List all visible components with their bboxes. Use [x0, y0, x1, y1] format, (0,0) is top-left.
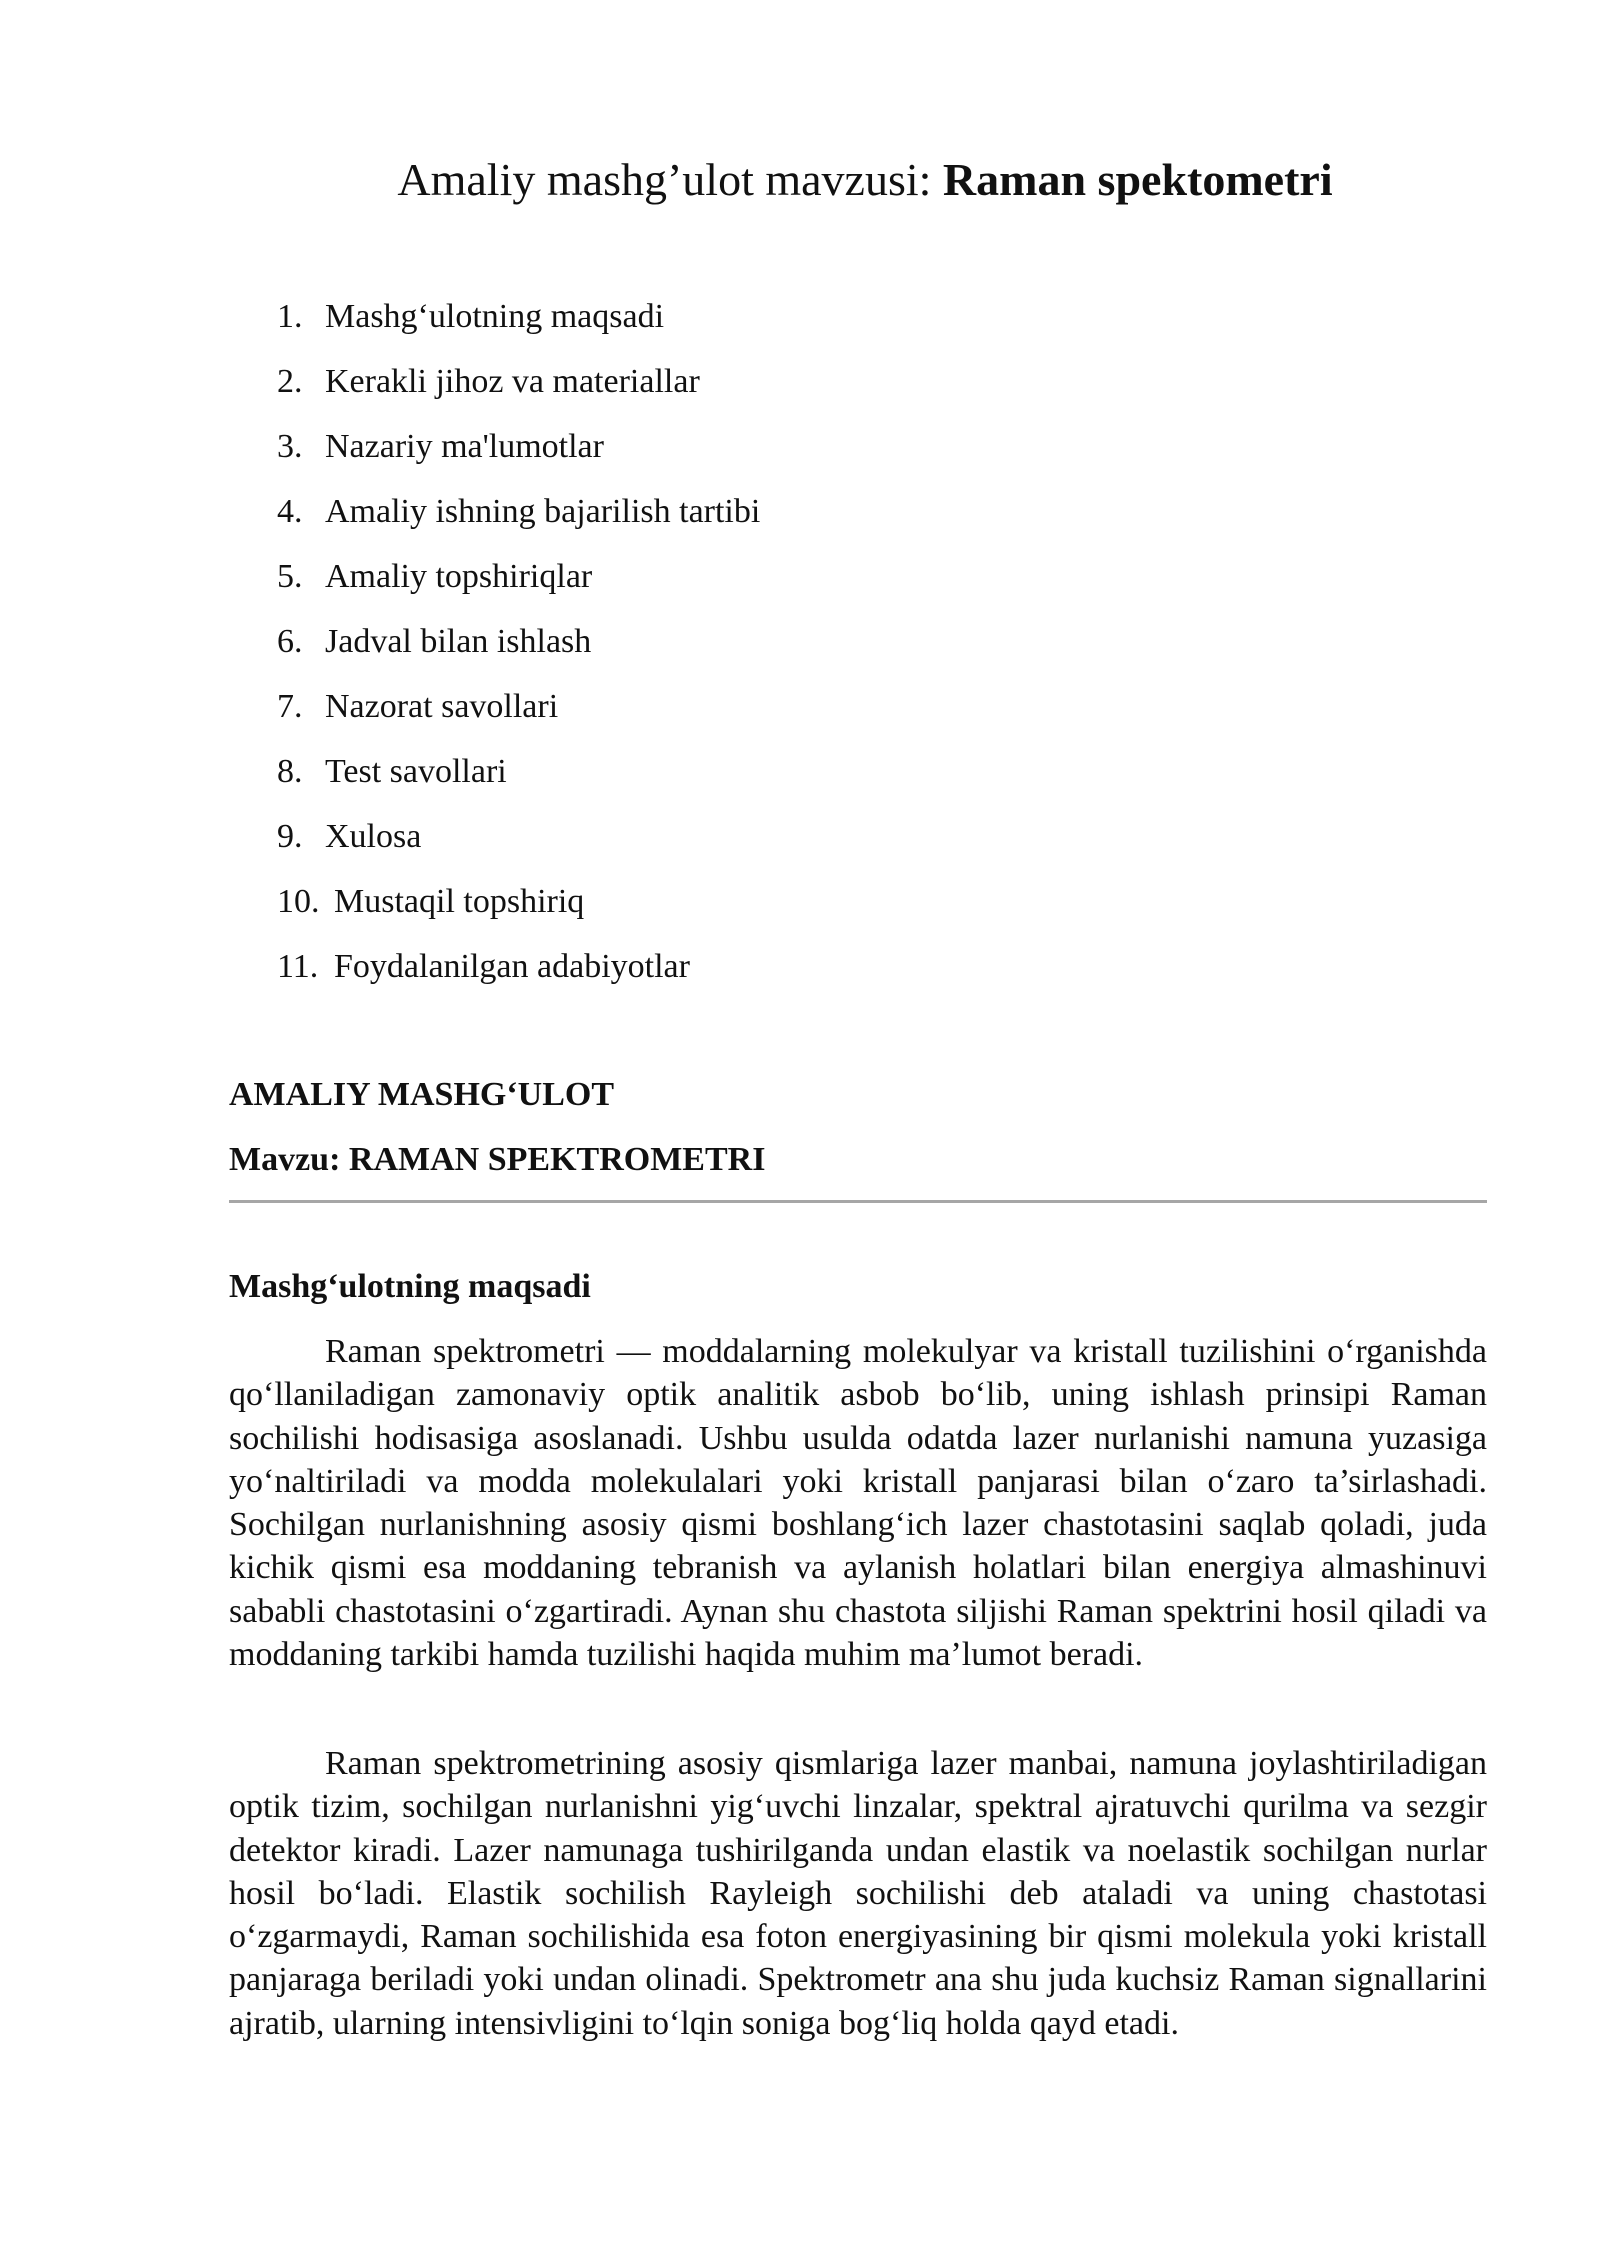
toc-item-text: Amaliy topshiriqlar — [325, 558, 593, 595]
toc-item-text: Jadval bilan ishlash — [325, 623, 592, 660]
toc-item-number: 7. — [277, 688, 303, 725]
toc-item-text: Nazorat savollari — [325, 688, 559, 725]
document-title — [0, 150, 1600, 210]
toc-item-number: 6. — [277, 623, 303, 660]
table-of-contents — [277, 287, 760, 1002]
toc-item-text: Amaliy ishning bajarilish tartibi — [325, 493, 761, 530]
toc-item-number: 1. — [277, 298, 303, 335]
toc-item — [277, 807, 760, 872]
document-title-topic: Raman spektometri — [942, 154, 1333, 205]
toc-item — [277, 872, 760, 937]
toc-item — [277, 287, 760, 352]
toc-item-number: 4. — [277, 493, 303, 530]
body-paragraph: Raman spektrometri — moddalarning molekulyar va kristall tuzilishini o‘rganishda qo‘llaniladigan zamonaviy optik analitik asbob bo‘lib, uning ishlash prinsipi Raman sochilishi hodisasiga asoslanadi. Ushbu usulda odatda lazer nurlanishi namuna yuzasiga yo‘naltiriladi va modda molekulalari yoki kristall panjarasi bilan o‘zaro ta’sirlashadi. Sochilgan nurlanishning asosiy qismi boshlang‘ich lazer chastotasini saqlab qoladi, juda kichik qismi esa moddaning tebranish va aylanish holatlari bilan energiya almashinuvi sababli chastotasini o‘zgartiradi. Aynan shu chastota siljishi Raman spektrini hosil qiladi va moddaning tarkibi hamda tuzilishi haqida muhim ma’lumot beradi. — [229, 1333, 1487, 1674]
toc-item-text: Foydalanilgan adabiyotlar — [334, 948, 690, 985]
toc-item-number: 9. — [277, 818, 303, 855]
toc-item — [277, 417, 760, 482]
toc-item — [277, 742, 760, 807]
toc-item-text: Mustaqil topshiriq — [334, 883, 585, 920]
toc-item-number: 2. — [277, 363, 303, 400]
toc-item-text: Xulosa — [325, 818, 422, 855]
toc-item — [277, 677, 760, 742]
toc-item-text: Nazariy ma'lumotlar — [325, 428, 604, 465]
toc-item-text: Mashg‘ulotning maqsadi — [325, 298, 665, 335]
section-label: AMALIY MASHG‘ULOT — [229, 1076, 615, 1113]
document-title-prefix: Amaliy mashg’ulot mavzusi: — [397, 154, 932, 205]
toc-item — [277, 547, 760, 612]
toc-item-number: 10. — [277, 883, 320, 920]
toc-item-text: Test savollari — [325, 753, 507, 790]
section-divider — [229, 1200, 1487, 1203]
toc-item-number: 5. — [277, 558, 303, 595]
toc-item-number: 11. — [277, 948, 319, 985]
toc-item — [277, 937, 760, 1002]
toc-item-text: Kerakli jihoz va materiallar — [325, 363, 700, 400]
toc-item-number: 3. — [277, 428, 303, 465]
toc-item — [277, 612, 760, 677]
toc-item — [277, 482, 760, 547]
topic-line: Mavzu: RAMAN SPEKTROMETRI — [229, 1141, 766, 1178]
aim-heading: Mashg‘ulotning maqsadi — [229, 1268, 591, 1305]
toc-item — [277, 352, 760, 417]
toc-item-number: 8. — [277, 753, 303, 790]
body-paragraph: Raman spektrometrining asosiy qismlariga lazer manbai, namuna joylashtiriladigan optik tizim, sochilgan nurlanishni yig‘uvchi linzalar, spektral ajratuvchi qurilma va sezgir detektor kiradi. Lazer namunaga tushirilganda undan elastik va noelastik sochilgan nurlar hosil bo‘ladi. Elastik sochilish Rayleigh sochilishi deb ataladi va uning chastotasi o‘zgarmaydi, Raman sochilishida esa foton energiyasining bir qismi molekula yoki kristall panjaraga beriladi yoki undan olinadi. Spektrometr ana shu juda kuchsiz Raman signallarini ajratib, ularning intensivligini to‘lqin soniga bog‘liq holda qayd etadi. — [229, 1745, 1487, 2042]
